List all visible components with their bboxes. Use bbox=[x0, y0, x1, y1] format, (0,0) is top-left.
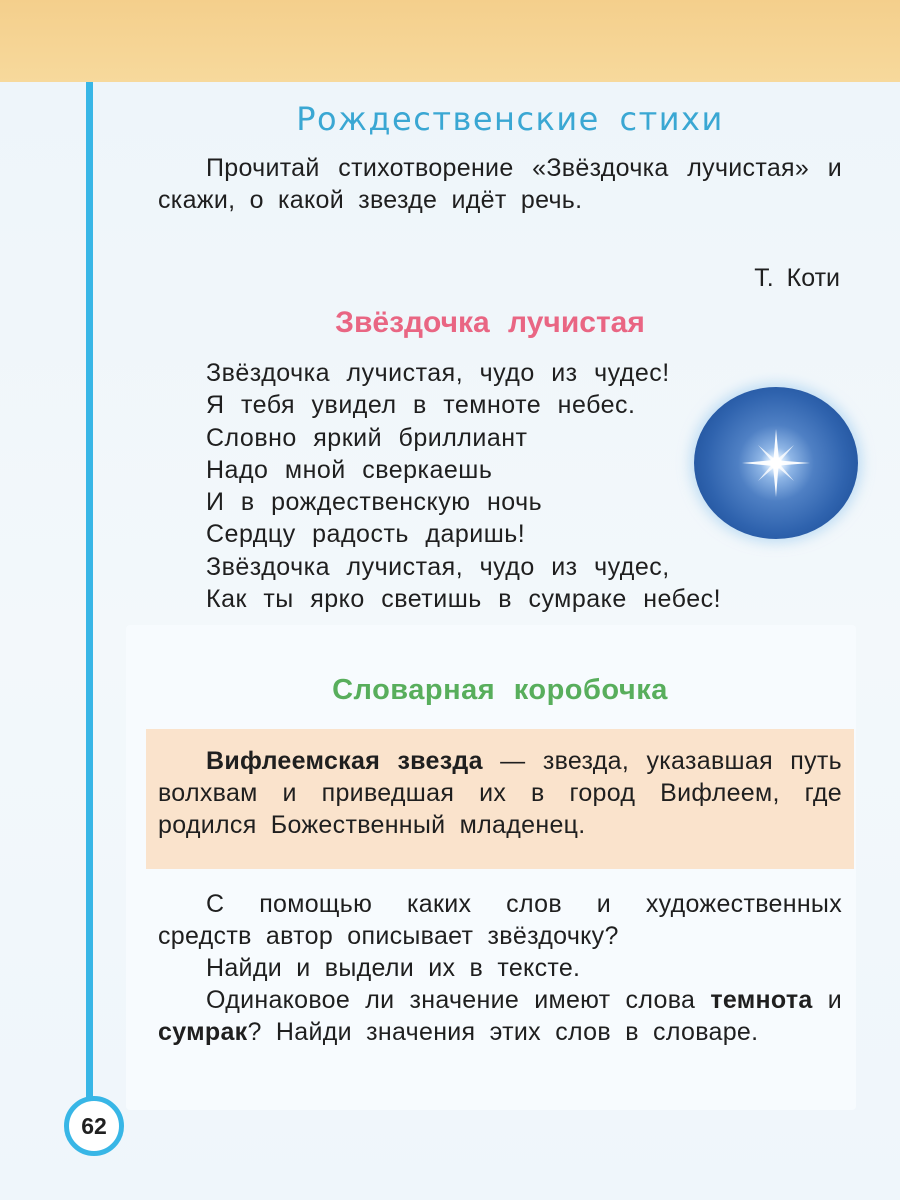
poem-line: Звёздочка лучистая, чудо из чудес, bbox=[206, 552, 670, 581]
poem-line: И в рождественскую ночь bbox=[206, 488, 543, 517]
section-title: Рождественские стихи bbox=[296, 100, 724, 138]
vocabulary-definition-box bbox=[146, 729, 854, 869]
poem-line: Звёздочка лучистая, чудо из чудес! bbox=[206, 359, 670, 387]
question-3: Одинаковое ли значение имеют слова темнота и сумрак? Найди значения этих слов в словаре. bbox=[158, 986, 843, 1046]
top-color-band bbox=[0, 0, 900, 82]
question-1: С помощью каких слов и художественных средств автор описывает звёздочку? bbox=[158, 890, 842, 950]
poem-line: Словно яркий бриллиант bbox=[206, 423, 528, 452]
page-number-badge bbox=[64, 1096, 124, 1156]
definition-paragraph bbox=[158, 745, 842, 841]
intro-text: Прочитай стихотворение «Звёздочка лучистая» и скажи, о какой звезде идёт речь. bbox=[158, 154, 842, 214]
definition-text: — звезда, указавшая путь волхвам и приведшая их в город Вифлеем, где родился Божественный младенец. bbox=[158, 747, 842, 839]
word-sumrak: сумрак bbox=[158, 1018, 248, 1046]
question-2: Найди и выдели их в тексте. bbox=[206, 954, 581, 982]
shining-star-illustration bbox=[694, 387, 858, 539]
star-sparkle-icon bbox=[694, 387, 858, 539]
intro-paragraph bbox=[158, 152, 842, 216]
poem-line: Как ты ярко светишь в сумраке небес! bbox=[206, 585, 722, 614]
poem-line: Сердцу радость даришь! bbox=[206, 520, 526, 549]
questions-block bbox=[158, 888, 842, 1048]
poem-line: Надо мной сверкаешь bbox=[206, 455, 493, 484]
poem-line: Я тебя увидел в темноте небес. bbox=[206, 391, 636, 420]
definition-term: Вифлеемская звезда bbox=[206, 747, 483, 775]
vocabulary-title: Словарная коробочка bbox=[332, 674, 668, 706]
word-temnota: темнота bbox=[710, 986, 813, 1014]
left-margin-rail bbox=[86, 82, 93, 1102]
page-number: 62 bbox=[81, 1112, 107, 1139]
poem-author: Т. Коти bbox=[754, 264, 840, 292]
poem-title: Звёздочка лучистая bbox=[335, 306, 645, 339]
